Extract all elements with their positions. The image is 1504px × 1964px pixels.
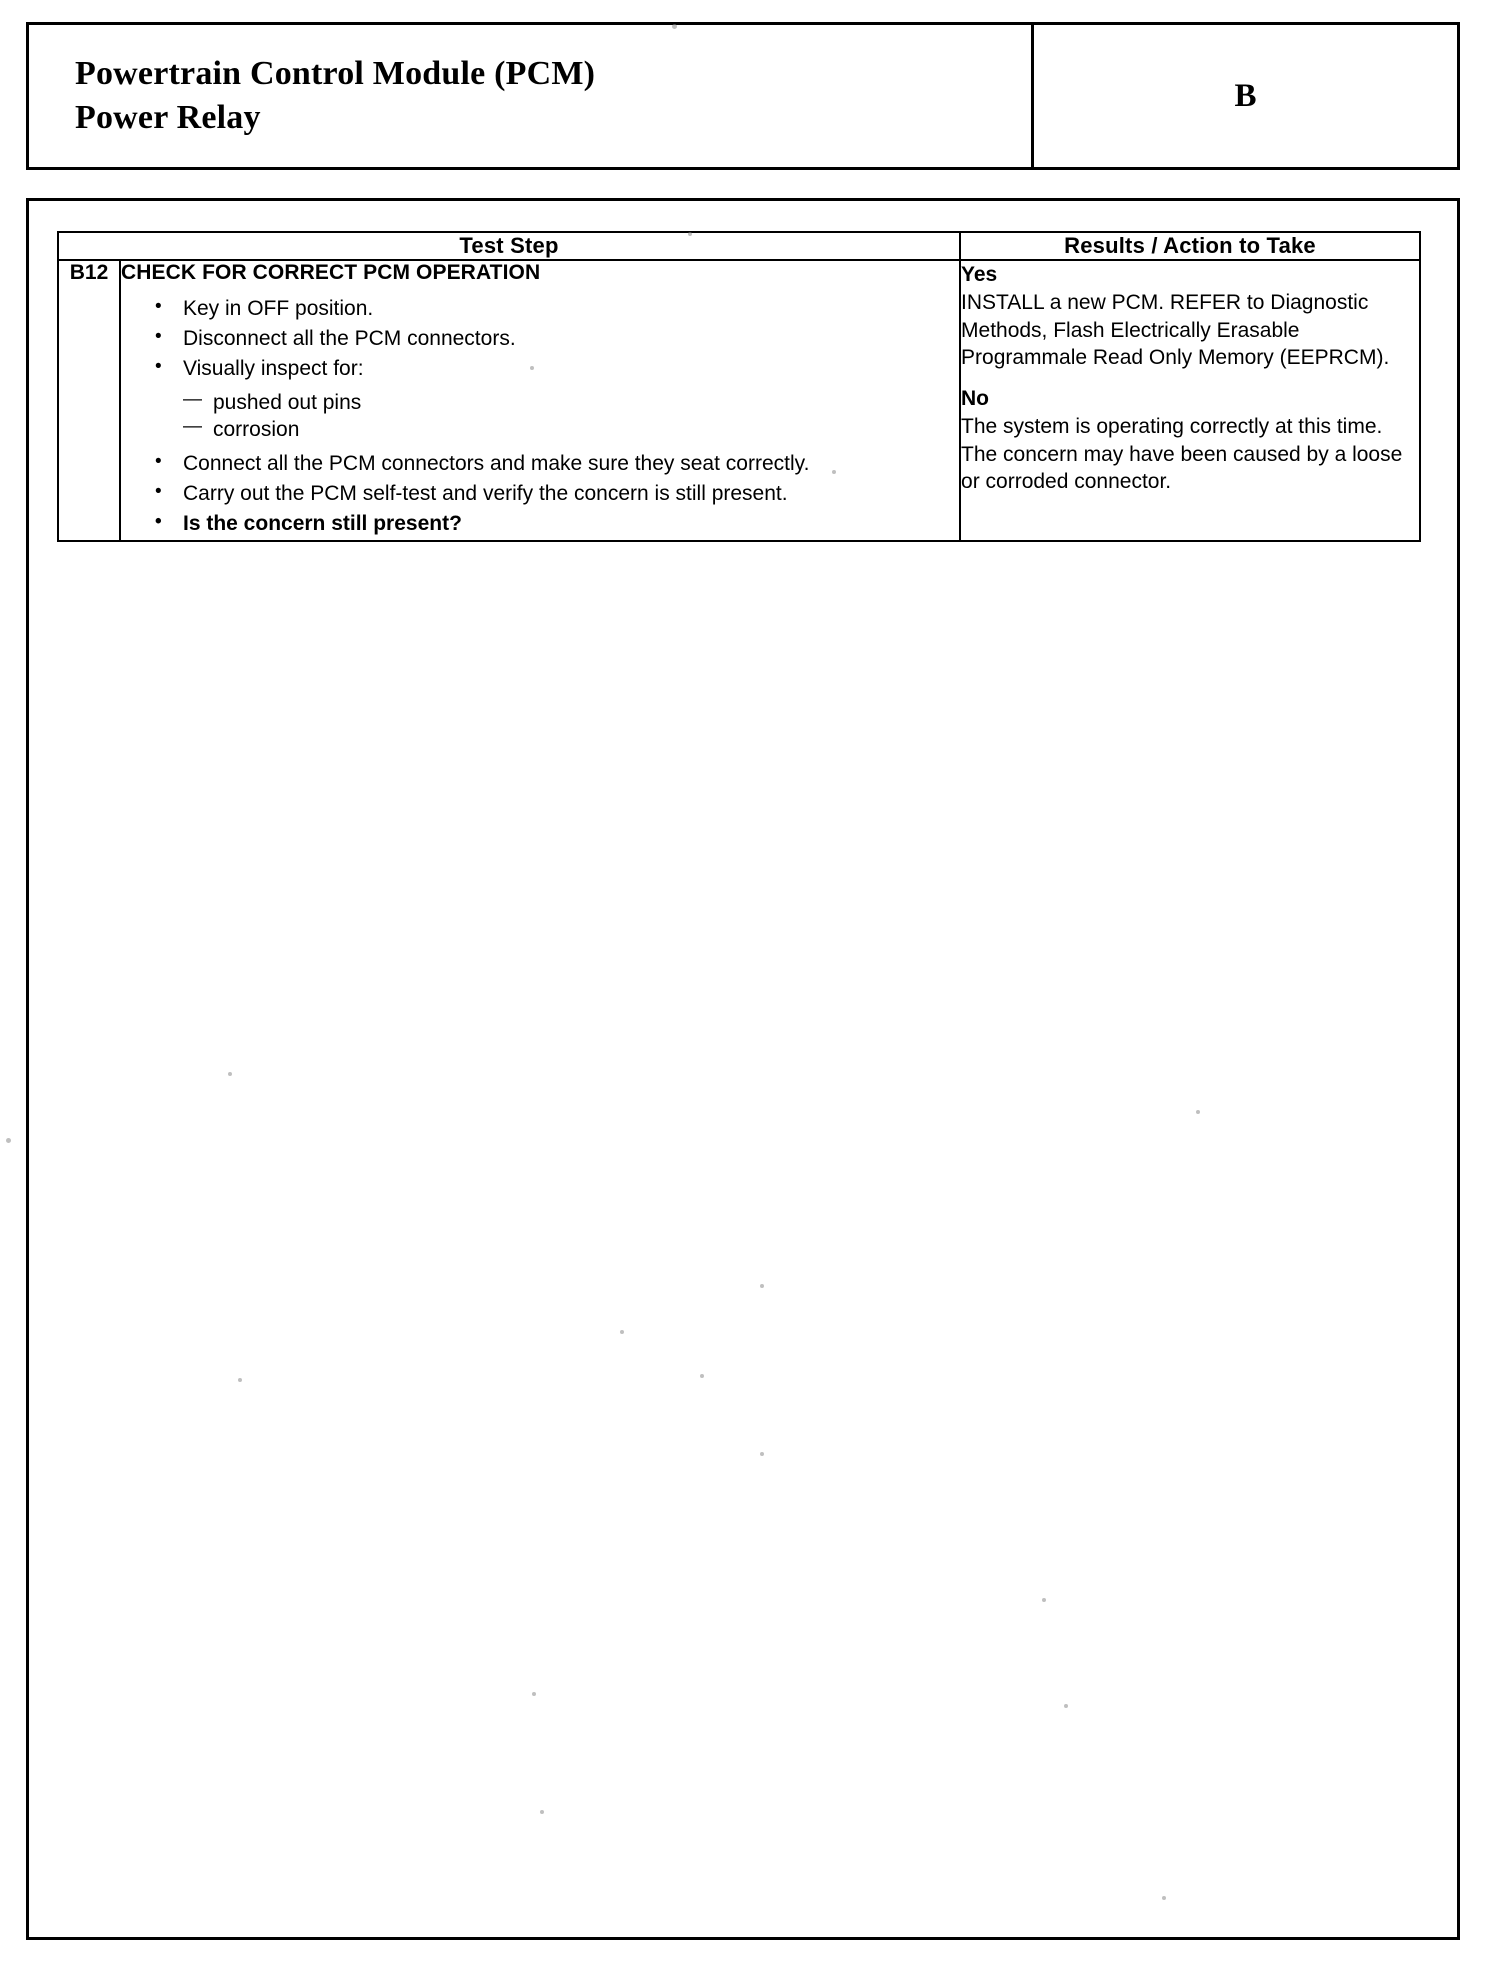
scan-speck	[620, 1330, 624, 1334]
list-item: • Visually inspect for:	[121, 355, 959, 383]
scan-speck	[532, 1692, 536, 1696]
scan-speck	[1042, 1598, 1046, 1602]
header-title-cell	[29, 25, 1034, 167]
scan-speck	[672, 24, 677, 29]
page-title-line2: Power Relay	[75, 99, 261, 136]
scan-speck	[530, 366, 534, 370]
column-header-results: Results / Action to Take	[960, 232, 1420, 260]
step-content	[120, 260, 960, 541]
scan-speck	[688, 232, 692, 236]
scan-speck	[832, 470, 836, 474]
step-sub-list	[121, 389, 959, 444]
page-header	[26, 22, 1460, 170]
step-question: • Is the concern still present?	[121, 510, 959, 538]
scan-speck	[238, 1378, 242, 1382]
scan-speck	[760, 1284, 764, 1288]
page-title	[75, 52, 595, 139]
result-label-no: No	[961, 387, 990, 411]
result-text-yes: INSTALL a new PCM. REFER to Diagnostic Methods, Flash Electrically Erasable Programmale Read Only Memory (EEPRCM).	[961, 291, 1390, 369]
result-label-yes: Yes	[961, 263, 998, 286]
scan-speck	[760, 1452, 764, 1456]
result-block-no	[961, 385, 1419, 495]
table-header-row	[58, 232, 1420, 260]
step-id: B12	[58, 260, 120, 541]
page-body-frame	[26, 198, 1460, 1940]
section-letter-cell	[1034, 25, 1457, 167]
step-title: CHECK FOR CORRECT PCM OPERATION	[121, 261, 541, 284]
section-letter: B	[1234, 77, 1257, 114]
result-block-yes	[961, 261, 1419, 371]
diagnostic-table	[57, 231, 1421, 542]
table-row	[58, 260, 1420, 541]
list-item: • Connect all the PCM connectors and make sure they seat correctly.	[121, 450, 959, 478]
scan-speck	[1064, 1704, 1068, 1708]
step-bullet-list-continued	[121, 450, 959, 538]
page-title-line1: Powertrain Control Module (PCM)	[75, 55, 596, 93]
scan-speck	[540, 1810, 544, 1814]
column-header-test-step: Test Step	[58, 232, 960, 260]
list-item: — corrosion	[121, 416, 959, 444]
scan-speck	[1162, 1896, 1166, 1900]
list-item: • Disconnect all the PCM connectors.	[121, 325, 959, 353]
scan-speck	[1196, 1110, 1200, 1114]
list-item: — pushed out pins	[121, 389, 959, 417]
list-item: • Carry out the PCM self-test and verify the concern is still present.	[121, 480, 959, 508]
scan-speck	[228, 1072, 232, 1076]
result-text-no: The system is operating correctly at this time. The concern may have been caused by a loose or corroded connector.	[961, 415, 1403, 494]
scan-speck	[700, 1374, 704, 1378]
list-item: • Key in OFF position.	[121, 295, 959, 323]
scan-speck	[6, 1138, 11, 1143]
results-content	[960, 260, 1420, 541]
step-bullet-list	[121, 295, 959, 383]
